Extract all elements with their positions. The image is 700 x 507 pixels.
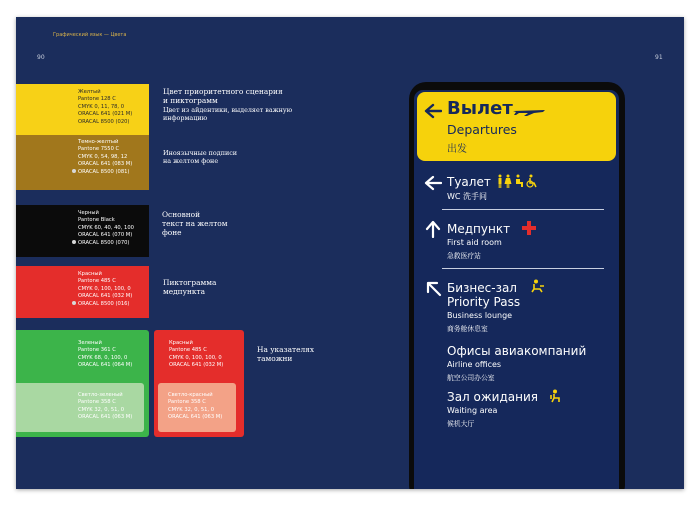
swatch-cmyk: CMYK 0, 54, 98, 12	[78, 153, 128, 160]
waiting-sub: Waiting area	[447, 406, 498, 415]
arrow-left-icon	[424, 103, 442, 119]
business-cn: 商务舱休息室	[447, 325, 488, 333]
swatch-name: Красный	[169, 340, 193, 346]
swatch-cmyk: CMYK 60, 40, 40, 100	[78, 224, 134, 231]
arrow-up-left-icon	[425, 280, 442, 297]
business-ru2: Priority Pass	[447, 295, 521, 309]
medical-cn: 急救医疗站	[447, 252, 481, 260]
signpost-face	[414, 90, 619, 489]
swatch-cmyk: CMYK 0, 100, 100, 0	[78, 285, 131, 292]
waiting-ru: Зал ожидания	[447, 390, 538, 404]
waiting-area-icon	[549, 389, 563, 403]
swatch-cmyk: CMYK 32, 0, 51, 0	[168, 406, 215, 413]
swatch-oracal-641: ORACAL 641 (063 M)	[168, 414, 223, 421]
note-yellow-title: Цвет приоритетного сценария и пиктограмм	[163, 87, 283, 105]
swatch-oracal-641: ORACAL 641 (070 M)	[78, 232, 133, 239]
swatch-name: Темно-желтый	[78, 139, 119, 145]
swatch-oracal-641: ORACAL 641 (021 M)	[78, 111, 133, 118]
swatch-pantone: Pantone 485 C	[169, 347, 207, 354]
departures-panel	[417, 92, 616, 161]
toilet-pictograms-icon	[497, 174, 539, 188]
departures-cn: 出发	[447, 144, 467, 155]
business-sub: Business lounge	[447, 311, 513, 320]
dot-icon	[72, 169, 76, 173]
section-header: Графический язык — Цвета	[53, 32, 127, 38]
swatch-pantone: Pantone 358 C	[168, 399, 206, 406]
swatch-oracal-8500: ORACAL 8500 (070)	[72, 240, 134, 247]
swatch-oracal-641: ORACAL 641 (063 M)	[78, 414, 133, 421]
swatch-black	[16, 205, 149, 257]
swatch-pantone: Pantone 485 C	[78, 278, 116, 285]
airlines-cn: 航空公司办公室	[447, 374, 495, 382]
swatch-pantone: Pantone 361 C	[78, 347, 116, 354]
swatch-oracal-641: ORACAL 641 (032 M)	[78, 293, 133, 300]
arrow-up-icon	[425, 220, 441, 238]
departures-ru: Вылет	[447, 98, 513, 119]
swatch-pantone: Pantone 128 C	[78, 96, 116, 103]
swatch-cmyk: CMYK 0, 11, 78, 0	[78, 103, 125, 110]
waiting-cn: 候机大厅	[447, 420, 475, 428]
note-dark-yellow: Иноязычные подписи на желтом фоне	[163, 149, 238, 165]
swatch-oracal-8500: ORACAL 8500 (020)	[78, 118, 130, 125]
swatch-red	[16, 266, 149, 318]
swatch-oracal-641: ORACAL 641 (083 M)	[78, 161, 133, 168]
toilet-ru: Туалет	[447, 175, 491, 189]
swatch-cmyk: CMYK 32, 0, 51, 0	[78, 406, 125, 413]
page-number-right: 91	[655, 54, 663, 61]
business-ru: Бизнес-зал	[447, 281, 517, 295]
swatch-light-green	[16, 383, 144, 432]
swatch-red-customs	[154, 330, 244, 437]
swatch-light-red	[158, 383, 236, 432]
note-customs: На указателях таможни	[257, 345, 314, 363]
medical-cross-icon	[522, 221, 536, 235]
airlines-sub: Airline offices	[447, 360, 502, 369]
swatch-oracal-8500: ORACAL 8500 (081)	[72, 169, 132, 176]
swatch-dark-yellow	[16, 135, 149, 190]
swatch-green	[16, 330, 149, 437]
swatch-pantone: Pantone Black	[78, 217, 115, 224]
brochure-spread	[16, 17, 684, 489]
swatch-oracal-8500: ORACAL 8500 (016)	[72, 301, 132, 308]
airplane-icon	[512, 105, 546, 117]
swatch-pantone: Pantone 358 C	[78, 399, 116, 406]
swatch-name: Светло-зеленый	[78, 392, 123, 398]
divider	[442, 268, 604, 269]
toilet-sub: WC 洗手间	[447, 192, 488, 201]
swatch-oracal-641: ORACAL 641 (064 M)	[78, 362, 133, 369]
swatch-cmyk: CMYK 0, 100, 100, 0	[169, 354, 222, 361]
medical-ru: Медпункт	[447, 222, 511, 236]
swatch-name: Черный	[78, 210, 99, 216]
departures-en: Departures	[447, 122, 517, 137]
divider	[442, 209, 604, 210]
dot-icon	[72, 240, 76, 244]
arrow-left-icon	[424, 175, 442, 191]
airlines-ru: Офисы авиакомпаний	[447, 344, 587, 358]
swatch-name: Зеленый	[78, 340, 102, 346]
swatch-name: Желтый	[78, 89, 101, 95]
swatch-pantone: Pantone 7550 C	[78, 146, 120, 153]
note-black: Основной текст на желтом фоне	[162, 210, 228, 237]
swatch-oracal-641: ORACAL 641 (032 M)	[169, 362, 224, 369]
swatch-name: Светло-красный	[168, 392, 213, 398]
medical-sub: First aid room	[447, 238, 502, 247]
page-number-left: 90	[37, 54, 45, 61]
note-yellow-sub: Цвет из айдентики, выделяет важную информацию	[163, 106, 293, 122]
swatch-cmyk: CMYK 68, 0, 100, 0	[78, 354, 128, 361]
note-red: Пиктограмма медпункта	[163, 278, 217, 296]
lounge-icon	[531, 279, 545, 293]
swatch-yellow	[16, 84, 149, 135]
swatch-name: Красный	[78, 271, 102, 277]
dot-icon	[72, 301, 76, 305]
